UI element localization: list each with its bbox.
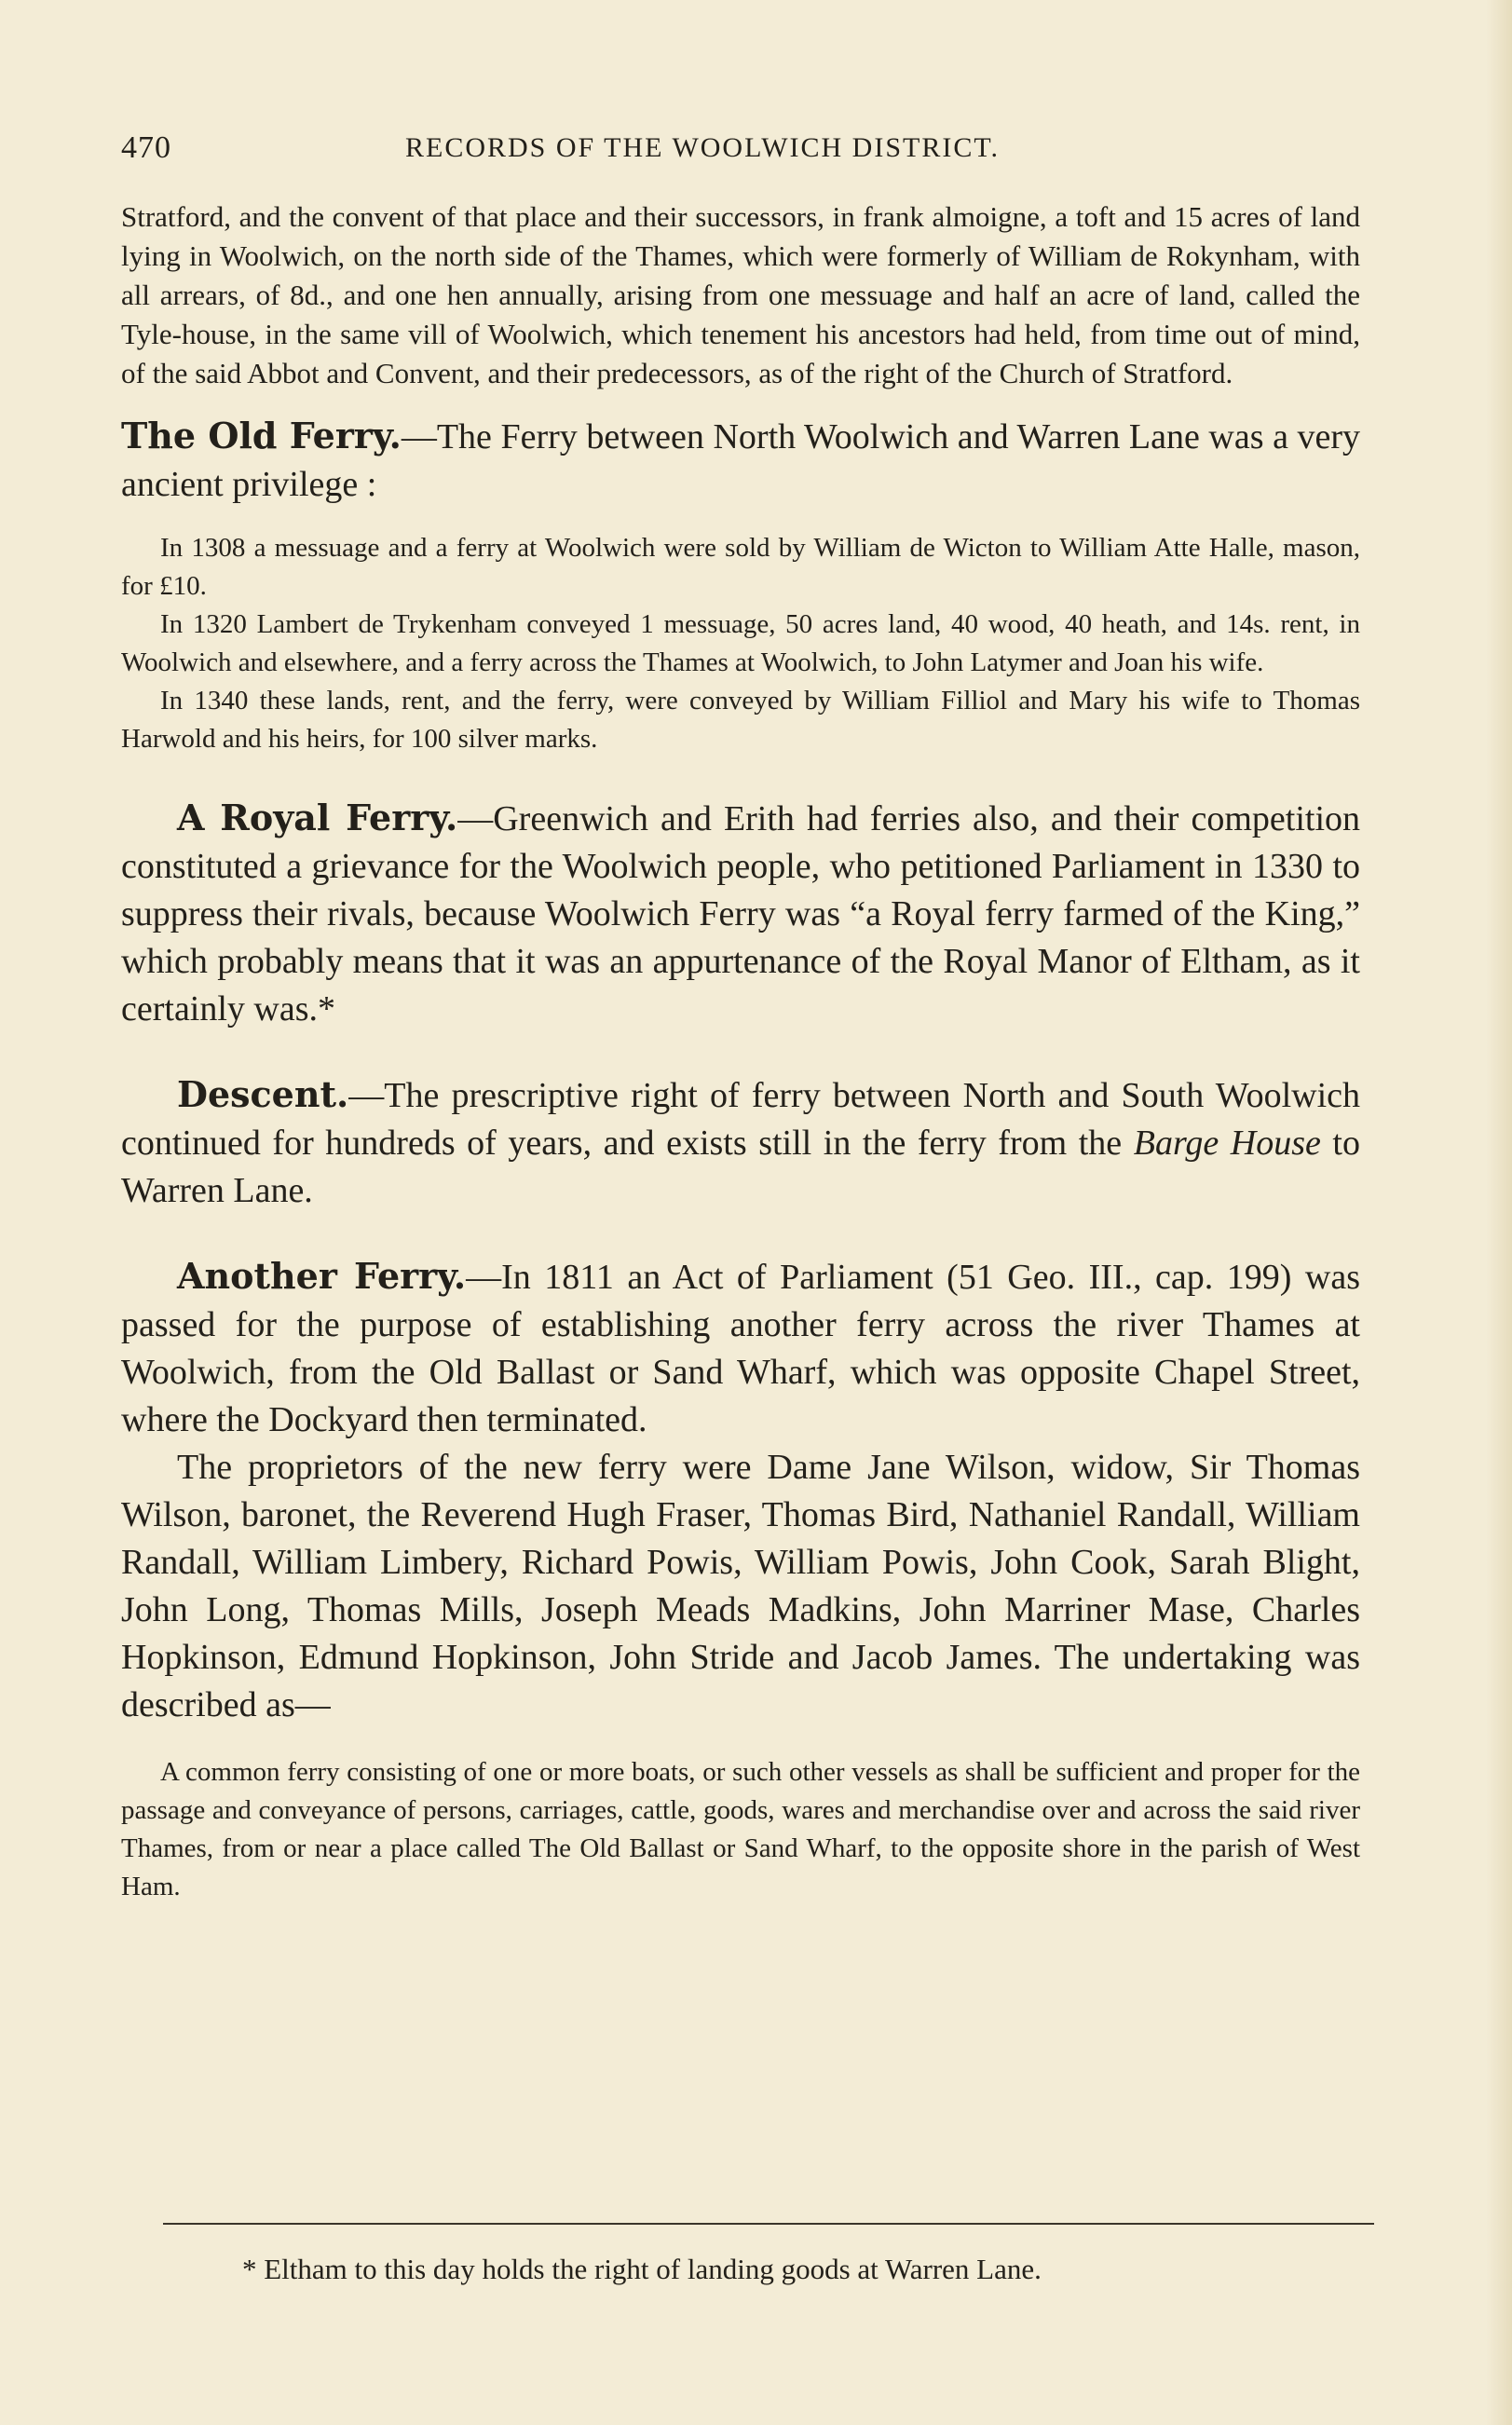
entry-1320: In 1320 Lambert de Trykenham conveyed 1 messuage, 50 acres land, 40 wood, 40 heath, and 14s. rent, in Woolwich and elsewhere, and a ferry across the Thames at Woolwich, to John Latymer and Joan his wife. [121, 609, 1360, 677]
old-ferry-heading: The Old Ferry. [121, 415, 402, 456]
old-ferry-entries [121, 529, 1360, 758]
another-ferry-text: —In 1811 an Act of Parliament (51 Geo. III., cap. 199) was passed for the purpose of establishing another ferry across the river Thames at Woolwich, from the Old Ballast or Sand Wharf, which was opposite Chapel Street, where the Dockyard then terminated. [121, 1258, 1360, 1439]
barge-house-italic: Barge House [1133, 1124, 1321, 1163]
page-edge [1486, 0, 1512, 2425]
old-ferry-text: —The Ferry between North Woolwich and Warren Lane was a very ancient privilege : [121, 417, 1361, 504]
old-ferry-paragraph [121, 412, 1360, 509]
page-content [121, 130, 1360, 1906]
entry-1340: In 1340 these lands, rent, and the ferry, were conveyed by William Filliol and Mary his wife to Thomas Harwold and his heirs, for 100 silver marks. [121, 686, 1360, 754]
royal-ferry-paragraph [121, 794, 1360, 1033]
page-header [121, 130, 1360, 177]
another-ferry-heading: Another Ferry. [177, 1255, 467, 1297]
descent-heading: Descent. [177, 1073, 349, 1115]
running-head: RECORDS OF THE WOOLWICH DISTRICT. [405, 132, 1000, 163]
intro-paragraph: Stratford, and the convent of that place and their successors, in frank almoigne, a toft and 15 acres of land lying in Woolwich, on the north side of the Thames, which were formerly of William de Rokynham, with all arrears, of 8d., and one hen annually, arising from one messuage and half an acre of land, called the Tyle-house, in the same vill of Woolwich, which tenement his ancestors had held, from time out of mind, of the said Abbot and Convent, and their predecessors, as of the right of the Church of Stratford. [121, 200, 1360, 389]
descent-paragraph [121, 1070, 1360, 1215]
royal-ferry-text: —Greenwich and Erith had ferries also, and their competition constituted a grievance for the Woolwich people, who petitioned Parliament in 1330 to suppress their rivals, because Woolwich Ferry was “a Royal ferry farmed of the King,” which probably means that it was an appurtenance of the Royal Manor of Eltham, as it certainly was.* [121, 799, 1361, 1029]
descent-text-before: —The prescriptive right of ferry between North and South Woolwich continued for hundreds of years, and exists still in the ferry from the [121, 1076, 1360, 1163]
footnote: * Eltham to this day holds the right of landing goods at Warren Lane. [242, 2253, 1042, 2285]
ferry-description-text: A common ferry consisting of one or more boats, or such other vessels as shall be sufficient and proper for the passage and conveyance of persons, carriages, cattle, goods, wares and merchandise over and across the said river Thames, from or near a place called The Old Ballast or Sand Wharf, to the opposite shore in the parish of West Ham. [121, 1757, 1360, 1901]
proprietors-paragraph: The proprietors of the new ferry were Dame Jane Wilson, widow, Sir Thomas Wilson, baronet, the Reverend Hugh Fraser, Thomas Bird, Nathaniel Randall, William Randall, William Limbery, Richard Powis, William Powis, John Cook, Sarah Blight, John Long, Thomas Mills, Joseph Meads Madkins, John Marriner Mase, Charles Hopkinson, Edmund Hopkinson, John Stride and Jacob James. The undertaking was described as— [121, 1448, 1360, 1724]
entry-1308: In 1308 a messuage and a ferry at Woolwich were sold by William de Wicton to William Atte Halle, mason, for £10. [121, 533, 1360, 601]
another-ferry-paragraph [121, 1252, 1360, 1444]
footnote-rule [163, 2223, 1374, 2225]
ferry-description-quote [121, 1753, 1360, 1906]
page-number: 470 [121, 130, 171, 165]
royal-ferry-heading: A Royal Ferry. [177, 797, 458, 838]
descent-text-after: to Warren Lane. [121, 1124, 1360, 1210]
